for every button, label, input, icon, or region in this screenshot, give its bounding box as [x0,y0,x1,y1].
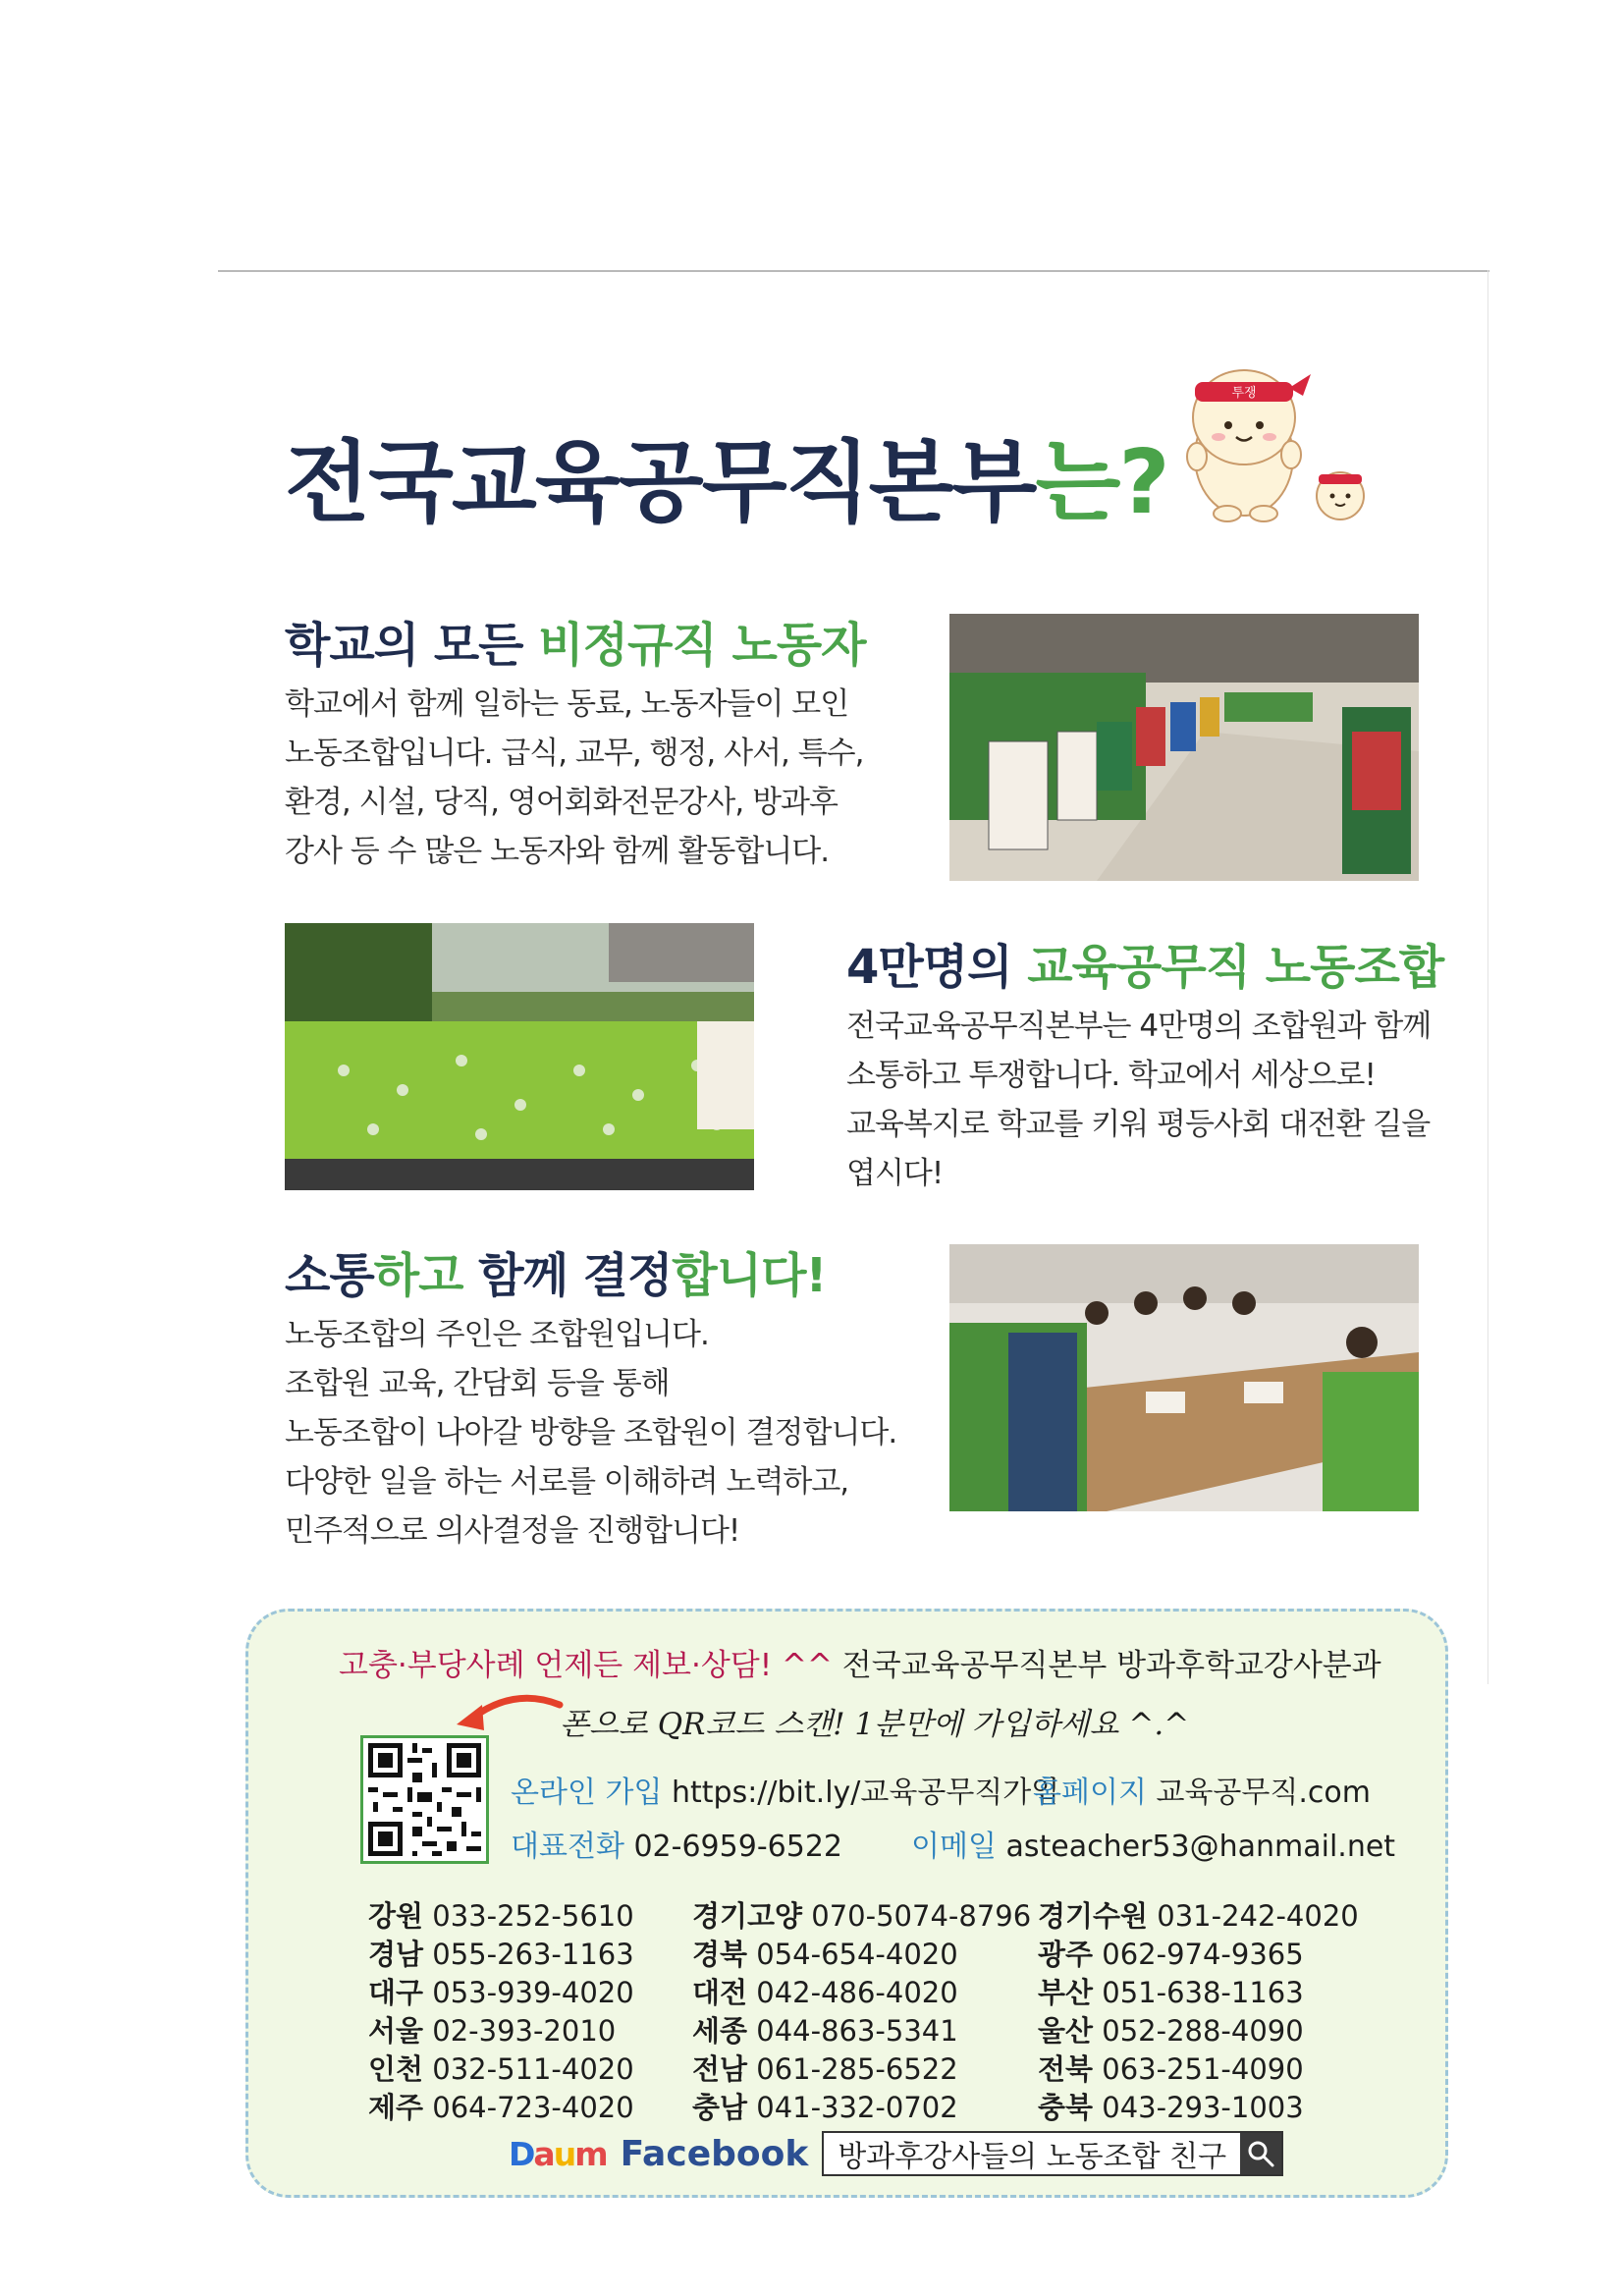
contact-row: 인천 032-511-4020 [368,2052,634,2086]
contact-row: 광주 062-974-9365 [1038,1938,1304,1971]
facebook-label[interactable]: Facebook [620,2133,809,2174]
title-suffix: 는? [1035,431,1168,534]
body-line: 엽시다! [846,1156,944,1191]
contact-row: 대전 042-486-4020 [692,1976,958,2009]
title-main: 전국교육공무직본부 [285,431,1036,534]
homepage[interactable]: 홈페이지 교육공무직.com [1033,1776,1371,1810]
contacts-column-2 [692,1897,1031,2127]
photo-meeting [949,1244,1419,1511]
body-line: 노동조합이 나아갈 방향을 조합원이 결정합니다. [285,1415,897,1450]
search-button[interactable] [1240,2133,1281,2174]
contact-row: 경기수원 031-242-4020 [1038,1899,1359,1933]
contact-row: 전남 061-285-6522 [692,2052,958,2086]
contact-row: 강원 033-252-5610 [368,1899,634,1933]
contacts-column-1 [368,1897,634,2127]
contact-row: 경남 055-263-1163 [368,1938,634,1971]
body-line: 소통하고 투쟁합니다. 학교에서 세상으로! [846,1058,1376,1093]
email[interactable]: 이메일 asteacher53@hanmail.net [911,1830,1396,1864]
contact-row: 제주 064-723-4020 [368,2091,634,2124]
contact-row: 전북 063-251-4090 [1038,2052,1304,2086]
contact-row: 충남 041-332-0702 [692,2091,958,2124]
body-line: 교육복지로 학교를 키워 평등사회 대전환 길을 [846,1107,1431,1142]
social-search-bar [509,2129,1283,2178]
search-input[interactable]: 방과후강사들의 노동조합 친구 [838,2140,1227,2174]
section1-body [285,680,863,876]
search-icon [1246,2139,1275,2168]
main-phone: 대표전화 02-6959-6522 [511,1830,842,1864]
contacts-column-3 [1038,1897,1359,2127]
body-line: 노동조합의 주인은 조합원입니다. [285,1317,709,1352]
qr-code[interactable] [360,1735,489,1864]
qr-hint: 폰으로 QR코드 스캔! 1분만에 가입하세요 ^.^ [560,1707,1190,1742]
body-line: 강사 등 수 많은 노동자와 함께 활동합니다. [285,834,830,869]
body-line: 학교에서 함께 일하는 동료, 노동자들이 모인 [285,686,849,722]
svg-text:투쟁: 투쟁 [1231,386,1257,401]
body-line: 조합원 교육, 간담회 등을 통해 [285,1366,670,1401]
section1-title: 학교의 모든 비정규직 노동자 [285,618,866,673]
body-line: 다양한 일을 하는 서로를 이해하려 노력하고, [285,1464,849,1500]
contact-row: 세종 044-863-5341 [692,2014,958,2048]
body-line: 환경, 시설, 당직, 영어회화전문강사, 방과후 [285,785,838,820]
arrow-icon [447,1687,565,1741]
section3-title: 소통하고 함께 결정합니다! [285,1248,827,1303]
daum-logo[interactable]: Daum [509,2134,607,2173]
search-box[interactable] [822,2131,1283,2176]
mascot-illustration [1173,339,1380,535]
contact-row: 충북 043-293-1003 [1038,2091,1304,2124]
photo-rally-crowd [285,923,754,1190]
photo-hallway-protest [949,614,1419,881]
top-divider [218,270,1489,272]
contact-row: 부산 051-638-1163 [1038,1976,1304,2009]
contact-row: 울산 052-288-4090 [1038,2014,1304,2048]
contact-row: 서울 02-393-2010 [368,2014,617,2048]
section2-body [846,1002,1431,1198]
body-line: 민주적으로 의사결정을 진행합니다! [285,1513,740,1549]
page-title [285,410,1168,538]
body-line: 전국교육공무직본부는 4만명의 조합원과 함께 [846,1009,1432,1044]
section2-title: 4만명의 교육공무직 노동조합 [846,940,1444,995]
online-join[interactable]: 온라인 가입 https://bit.ly/교육공무직가입 [511,1776,1060,1810]
contact-row: 경기고양 070-5074-8796 [692,1899,1032,1933]
body-line: 노동조합입니다. 급식, 교무, 행정, 사서, 특수, [285,736,864,771]
contact-row: 경북 054-654-4020 [692,1938,958,1971]
contact-row: 대구 053-939-4020 [368,1976,634,2009]
info-headline: 고충·부당사례 언제든 제보·상담! ^^ 전국교육공무직본부 방과후학교강사분과 [339,1648,1381,1683]
section3-body [285,1310,896,1556]
